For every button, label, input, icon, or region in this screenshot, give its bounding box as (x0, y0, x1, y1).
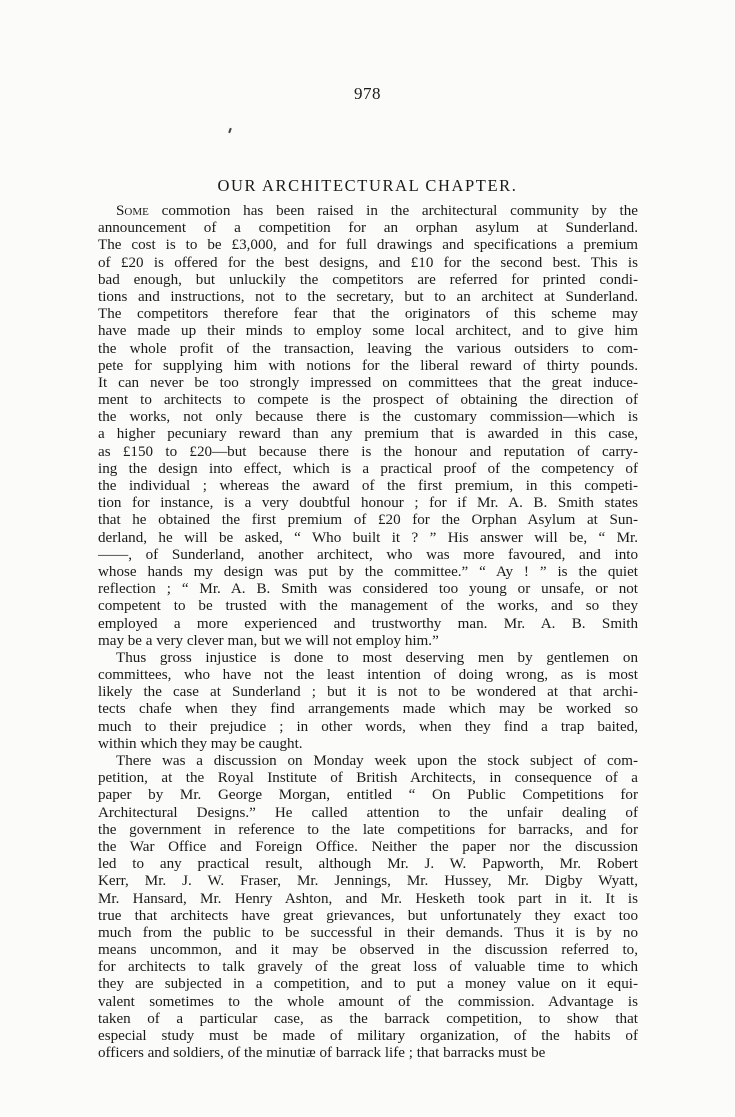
text-line: paper by Mr. George Morgan, entitled “ On Public Competitions for (98, 787, 638, 804)
text-line: ment to architects to compete is the prospect of obtaining the direction of (98, 392, 638, 409)
text-line: the whole profit of the transaction, leaving the various outsiders to com- (98, 340, 638, 357)
text-line: Kerr, Mr. J. W. Fraser, Mr. Jennings, Mr. Hussey, Mr. Digby Wyatt, (98, 873, 638, 890)
text-line: The competitors therefore fear that the originators of this scheme may (98, 306, 638, 323)
text-line: committees, who have not the least intention of doing wrong, as is most (98, 667, 638, 684)
text-line: tion for instance, is a very doubtful honour ; for if Mr. A. B. Smith states (98, 495, 638, 512)
text-line: bad enough, but unluckily the competitors are referred for printed condi- (98, 271, 638, 288)
text-line: officers and soldiers, of the minutiæ of barrack life ; that barracks must be (98, 1045, 546, 1062)
text-line: competent to be trusted with the management of the works, and so they (98, 598, 638, 615)
article-title: OUR ARCHITECTURAL CHAPTER. (217, 176, 518, 195)
text-line: they are subjected in a competition, and to put a money value on it equi- (98, 976, 638, 993)
text-line: the works, not only because there is the customary commission—which is (98, 409, 638, 426)
text-line: The cost is to be £3,000, and for full drawings and specifications a premium (98, 237, 638, 254)
text-line: that he obtained the first premium of £20 for the Orphan Asylum at Sun- (98, 512, 638, 529)
opening-word: Some (116, 203, 149, 219)
text-line: reflection ; “ Mr. A. B. Smith was considered too young or unsafe, or not (98, 581, 638, 598)
text-line: a higher pecuniary reward than any premium that is awarded in this case, (98, 426, 638, 443)
ink-speck (228, 128, 232, 133)
article-body (98, 203, 638, 1062)
text-line: tects chafe when they find arrangements made which may be worked so (98, 701, 638, 718)
text-line: Thus gross injustice is done to most deserving men by gentlemen on (116, 649, 638, 666)
text-line: whose hands my design was put by the committee.” “ Ay ! ” is the quiet (98, 563, 638, 580)
text-line: as £150 to £20—but because there is the honour and reputation of carry- (98, 443, 638, 460)
text-line: the government in reference to the late competitions for barracks, and for (98, 821, 638, 838)
text-line: announcement of a competition for an orphan asylum at Sunderland. (98, 220, 638, 237)
text-line: of £20 is offered for the best designs, and £10 for the second best. This is (98, 254, 638, 271)
text-line: have made up their minds to employ some local architect, and to give him (98, 323, 638, 340)
text-line: the War Office and Foreign Office. Neither the paper nor the discussion (98, 838, 638, 855)
text-line: Some commotion has been raised in the architectural community by the (116, 203, 638, 219)
text-line: the individual ; whereas the award of the first premium, in this competi- (98, 478, 638, 494)
text-line: true that architects have great grievances, but unfortunately they exact too (98, 907, 638, 924)
text-line: ing the design into effect, which is a practical proof of the competency of (98, 460, 638, 477)
text-line: led to any practical result, although Mr. J. W. Papworth, Mr. Robert (98, 856, 638, 873)
text-line: within which they may be caught. (98, 735, 303, 752)
text-line: pete for supplying him with notions for the liberal reward of thirty pounds. (98, 357, 638, 374)
text-line: for architects to talk gravely of the great loss of valuable time to which (98, 959, 638, 976)
text-line: valent sometimes to the whole amount of the commission. Advantage is (98, 993, 638, 1010)
text-line: derland, he will be asked, “ Who built it ? ” His answer will be, “ Mr. (98, 529, 638, 546)
text-line: Architectural Designs.” He called attention to the unfair dealing of (98, 804, 638, 821)
text-line: Mr. Hansard, Mr. Henry Ashton, and Mr. Hesketh took part in it. It is (98, 890, 638, 907)
text-line: employed a more experienced and trustworthy man. Mr. A. B. Smith (98, 615, 638, 632)
text-line: much to their prejudice ; in other words, when they find a trap baited, (98, 718, 638, 735)
text-line: means uncommon, and it may be observed in the discussion referred to, (98, 942, 638, 959)
text-line: may be a very clever man, but we will not employ him.” (98, 632, 439, 649)
text-line: especial study must be made of military organization, of the habits of (98, 1028, 638, 1044)
page-number: 978 (354, 84, 381, 103)
text-line: much from the public to be successful in their demands. Thus it is by no (98, 924, 638, 941)
text-line: taken of a particular case, as the barrack competition, to show that (98, 1010, 638, 1027)
text-line: tions and instructions, not to the secretary, but to an architect at Sunderland. (98, 288, 638, 305)
text-line: petition, at the Royal Institute of British Architects, in consequence of a (98, 770, 638, 787)
text-line: It can never be too strongly impressed on committees that the great induce- (98, 374, 638, 391)
text-line: ——, of Sunderland, another architect, who was more favoured, and into (98, 546, 638, 563)
text-line: likely the case at Sunderland ; but it is not to be wondered at that archi- (98, 684, 638, 701)
text-line: There was a discussion on Monday week upon the stock subject of com- (116, 753, 638, 769)
